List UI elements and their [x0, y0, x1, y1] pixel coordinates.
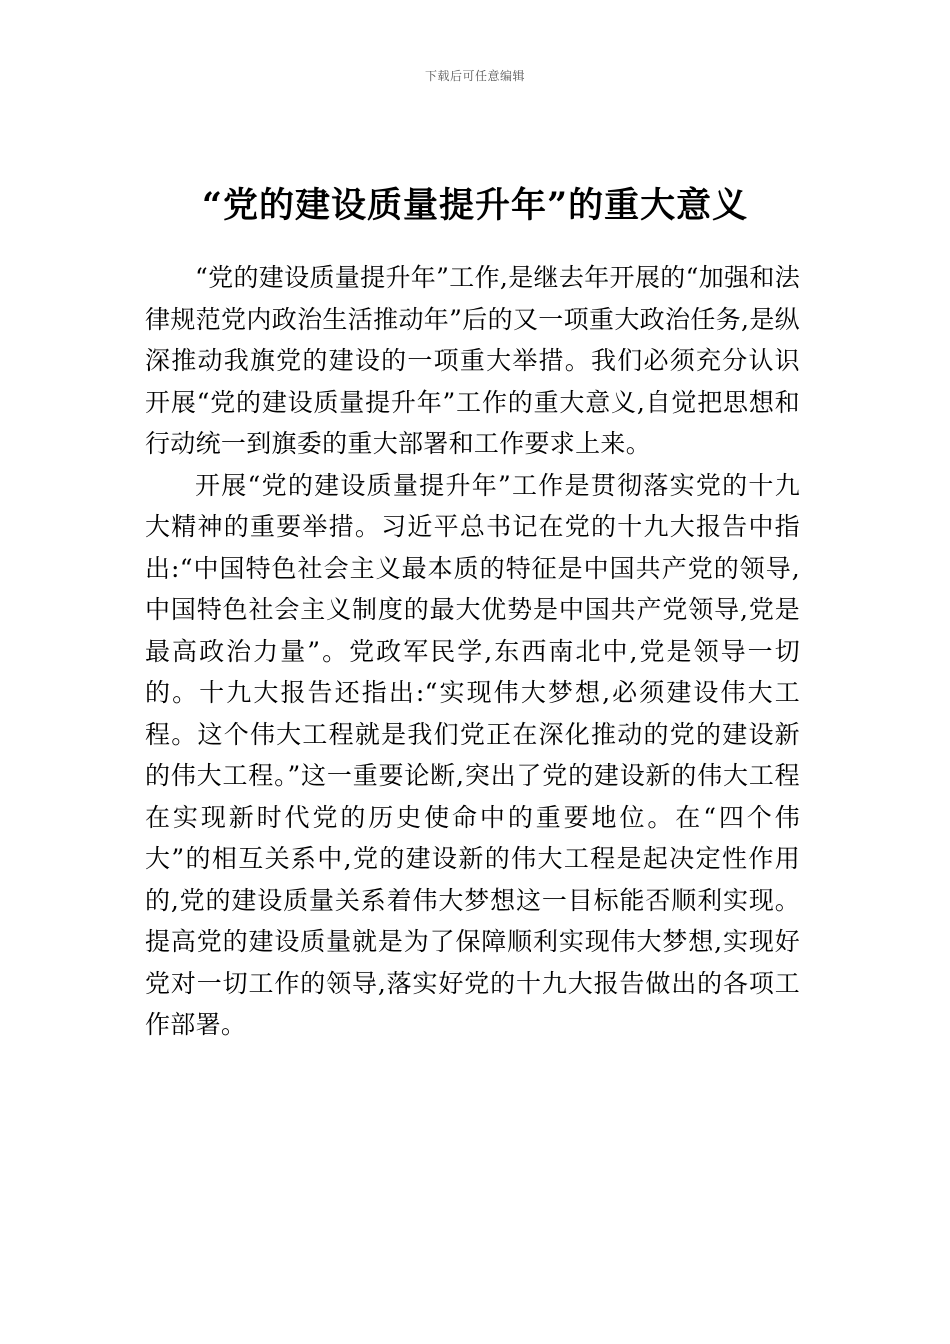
paragraph-2: 开展“党的建设质量提升年”工作是贯彻落实党的十九大精神的重要举措。习近平总书记在党的十九大报告中指出:“中国特色社会主义最本质的特征是中国共产党的领导,中国特色社会主义制度的最大优势是中国共产党领导,党是最高政治力量”。党政军民学,东西南北中,党是领导一切的。十九大报告还指出:“实现伟大梦想,必须建设伟大工程。这个伟大工程就是我们党正在深化推动的党的建设新的伟大工程。”这一重要论断,突出了党的建设新的伟大工程在实现新时代党的历史使命中的重要地位。在“四个伟大”的相互关系中,党的建设新的伟大工程是起决定性作用的,党的建设质量关系着伟大梦想这一目标能否顺利实现。提高党的建设质量就是为了保障顺利实现伟大梦想,实现好党对一切工作的领导,落实好党的十九大报告做出的各项工作部署。 — [145, 470, 800, 1039]
page-header-note: 下载后可任意编辑 — [424, 69, 525, 83]
paragraph-1: “党的建设质量提升年”工作,是继去年开展的“加强和法律规范党内政治生活推动年”后的又一项重大政治任务,是纵深推动我旗党的建设的一项重大举措。我们必须充分认识开展“党的建设质量提升年”工作的重大意义,自觉把思想和行动统一到旗委的重大部署和工作要求上来。 — [145, 263, 800, 458]
document-title: “党的建设质量提升年”的重大意义 — [201, 185, 749, 226]
document-body — [145, 257, 800, 1046]
